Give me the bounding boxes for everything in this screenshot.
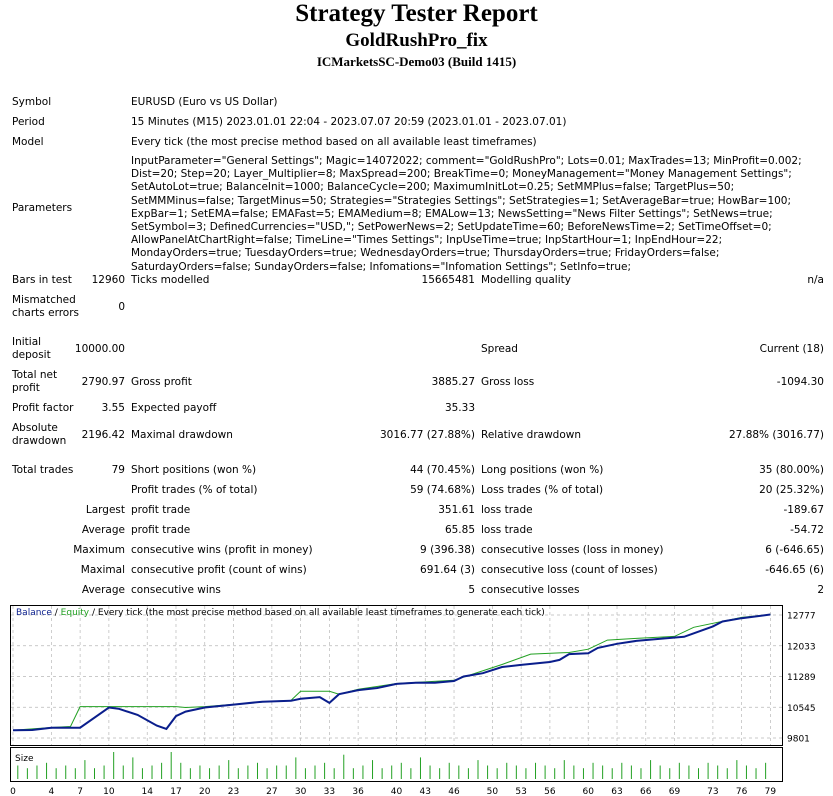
y-tick-label: 12777 — [787, 611, 816, 622]
x-tick-label: 40 — [390, 787, 403, 796]
x-tick-label: 43 — [419, 787, 431, 796]
x-tick-label: 36 — [352, 787, 364, 796]
ticks-label: Ticks modelled — [131, 274, 210, 286]
long-label: Long positions (won %) — [481, 464, 604, 476]
deposit-label: Initial deposit — [12, 336, 51, 361]
parameters-label: Parameters — [12, 202, 73, 214]
x-tick-label: 4 — [48, 787, 55, 796]
x-tick-label: 17 — [170, 787, 182, 796]
y-tick-label: 10545 — [787, 703, 816, 714]
maxprofit-label: consecutive profit (count of wins) — [131, 564, 307, 576]
size-label: Size — [15, 754, 34, 764]
largest-loss-label: loss trade — [481, 504, 533, 516]
maxwins-label: consecutive wins (profit in money) — [131, 544, 313, 556]
legend-sep: / — [51, 608, 61, 618]
x-tick-label: 76 — [735, 787, 748, 796]
losstrades-value: 20 (25.32%) — [759, 484, 824, 496]
x-tick-label: 10 — [103, 787, 115, 796]
maximum-label: Maximum — [73, 544, 125, 556]
x-tick-label: 30 — [294, 787, 307, 796]
x-tick-label: 0 — [10, 787, 16, 796]
x-tick-label: 7 — [77, 787, 83, 796]
x-tick-label: 53 — [515, 787, 527, 796]
profitfactor-value: 3.55 — [101, 402, 125, 414]
period-value: 15 Minutes (M15) 2023.01.01 22:04 - 2023.07.07 20:59 (2023.01.01 - 2023.07.01) — [131, 116, 567, 128]
largest-loss-value: -189.67 — [783, 504, 824, 516]
x-tick-label: 56 — [544, 787, 556, 796]
largest-label: Largest — [85, 504, 125, 516]
symbol-label: Symbol — [12, 96, 52, 108]
x-tick-label: 73 — [707, 787, 719, 796]
x-tick-label: 79 — [764, 787, 777, 796]
profitfactor-label: Profit factor — [12, 402, 74, 414]
payoff-value: 35.33 — [444, 402, 475, 414]
bars-label: Bars in test — [12, 274, 72, 286]
maxlosses-label: consecutive losses (loss in money) — [481, 544, 664, 556]
proftrades-label: Profit trades (% of total) — [131, 484, 258, 496]
x-tick-label: 66 — [640, 787, 652, 796]
reldrawdown-label: Relative drawdown — [481, 429, 582, 441]
symbol-value: EURUSD (Euro vs US Dollar) — [131, 96, 278, 108]
x-tick-label: 23 — [227, 787, 240, 796]
x-tick-label: 46 — [448, 787, 460, 796]
average2-label: Average — [81, 584, 125, 596]
legend-description: / Every tick (the most precise method based on all available least timeframes to generate each tick) — [89, 608, 545, 618]
x-tick-label: 50 — [486, 787, 499, 796]
model-label: Model — [12, 136, 44, 148]
payoff-label: Expected payoff — [131, 402, 217, 414]
y-tick-label: 9801 — [787, 734, 810, 745]
short-label: Short positions (won %) — [131, 464, 257, 476]
reldrawdown-value: 27.88% (3016.77) — [729, 429, 824, 441]
model-value: Every tick (the most precise method based on all available least timeframes) — [131, 136, 537, 148]
maxlosses-value: 6 (-646.65) — [765, 544, 824, 556]
maxloss-value: -646.65 (6) — [765, 564, 824, 576]
grossprofit-label: Gross profit — [131, 376, 192, 388]
grossprofit-value: 3885.27 — [431, 376, 475, 388]
absdrawdown-label: Absolute drawdown — [12, 422, 67, 447]
chart-legend — [16, 608, 545, 618]
short-value: 44 (70.45%) — [410, 464, 475, 476]
quality-value: n/a — [807, 274, 824, 286]
maximal-label: Maximal — [80, 564, 125, 576]
balance-equity-chart — [10, 605, 825, 796]
server-build: ICMarketsSC-Demo03 (Build 1415) — [316, 54, 517, 69]
avgwins-label: consecutive wins — [131, 584, 221, 596]
long-value: 35 (80.00%) — [759, 464, 824, 476]
avg-profit-label: profit trade — [131, 524, 191, 536]
average-label: Average — [81, 524, 125, 536]
absdrawdown-value: 2196.42 — [81, 429, 125, 441]
avglosses-value: 2 — [817, 584, 824, 596]
spread-value: Current (18) — [759, 343, 824, 355]
x-tick-label: 69 — [668, 787, 681, 796]
avg-loss-value: -54.72 — [790, 524, 824, 536]
maxdrawdown-value: 3016.77 (27.88%) — [380, 429, 475, 441]
maxwins-value: 9 (396.38) — [420, 544, 475, 556]
avg-loss-label: loss trade — [481, 524, 533, 536]
largest-profit-label: profit trade — [131, 504, 191, 516]
mismatch-value: 0 — [118, 301, 125, 313]
expert-name: GoldRushPro_fix — [345, 30, 488, 51]
parameters-value: InputParameter="General Settings"; Magic=14072022; comment="GoldRushPro"; Lots=0.01; MaxTrades=13; MinProfit=0.002; Dist=20; Step=20; Layer_Multiplier=8; MaxSpread=200; BreakTime=0; MoneyManagement="Money Management Settings"; SetAutoLot=true; BalanceInit=1000; BalanceCycle=200; MaximumInitLot=0.25; SetMMPlus=false; TargetPlus=50; SetMMMinus=false; TargetMinus=50; Strategies="Strategies Settings"; SetStrategies=1; SetAverageBar=true; HowBar=100; ExpBar=1; SetEMA=false; EMAFast=5; EMAMedium=8; EMALow=13; NewsSetting="News Filter Settings"; SetNews=true; SetSymbol=3; DefinedCurrencies="USD,"; SetPowerNews=2; SetUpdateTime=60; BeforeNewsTime=2; SetTimeOffset=0; AllowPanelAtChartRight=false; TimeLine="Times Settings"; InpUseTime=true; InpStartHour=1; InpEndHour=22; MondayOrders=true; TuesdayOrders=true; WednesdayOrders=true; ThursdayOrders=true; FridayOrders=false; SaturdayOrders=false; SundayOrders=false; Infomations="Infomation Settings"; SetInfo=true; — [131, 155, 802, 273]
x-tick-label: 63 — [611, 787, 623, 796]
ticks-value: 15665481 — [421, 274, 475, 286]
losstrades-label: Loss trades (% of total) — [481, 484, 604, 496]
deposit-value: 10000.00 — [74, 343, 125, 355]
x-tick-label: 27 — [266, 787, 278, 796]
totaltrades-value: 79 — [111, 464, 125, 476]
legend-equity: Equity — [60, 608, 90, 618]
quality-label: Modelling quality — [481, 274, 571, 286]
report-title: Strategy Tester Report — [295, 0, 538, 27]
grossloss-value: -1094.30 — [776, 376, 824, 388]
maxdrawdown-label: Maximal drawdown — [131, 429, 233, 441]
proftrades-value: 59 (74.68%) — [410, 484, 475, 496]
maxprofit-value: 691.64 (3) — [420, 564, 475, 576]
x-tick-label: 60 — [582, 787, 594, 796]
x-tick-labels — [10, 787, 776, 796]
avgwins-value: 5 — [468, 584, 475, 596]
y-tick-labels — [787, 612, 816, 745]
avg-profit-value: 65.85 — [444, 524, 475, 536]
mismatch-label: Mismatched charts errors — [12, 294, 79, 319]
bars-value: 12960 — [91, 274, 125, 286]
grossloss-label: Gross loss — [481, 376, 535, 388]
period-label: Period — [12, 116, 45, 128]
totaltrades-label: Total trades — [12, 464, 74, 476]
netprofit-label: Total net profit — [12, 369, 58, 394]
x-tick-label: 33 — [323, 787, 336, 796]
largest-profit-value: 351.61 — [438, 504, 475, 516]
spread-label: Spread — [481, 343, 518, 355]
avglosses-label: consecutive losses — [481, 584, 580, 596]
legend-balance: Balance — [16, 608, 52, 618]
x-tick-label: 14 — [141, 787, 153, 796]
netprofit-value: 2790.97 — [81, 376, 125, 388]
y-tick-label: 12033 — [787, 642, 816, 653]
size-plot-frame — [11, 748, 783, 782]
y-tick-label: 11289 — [787, 673, 816, 683]
maxloss-label: consecutive loss (count of losses) — [481, 564, 658, 576]
x-tick-label: 20 — [199, 787, 211, 796]
